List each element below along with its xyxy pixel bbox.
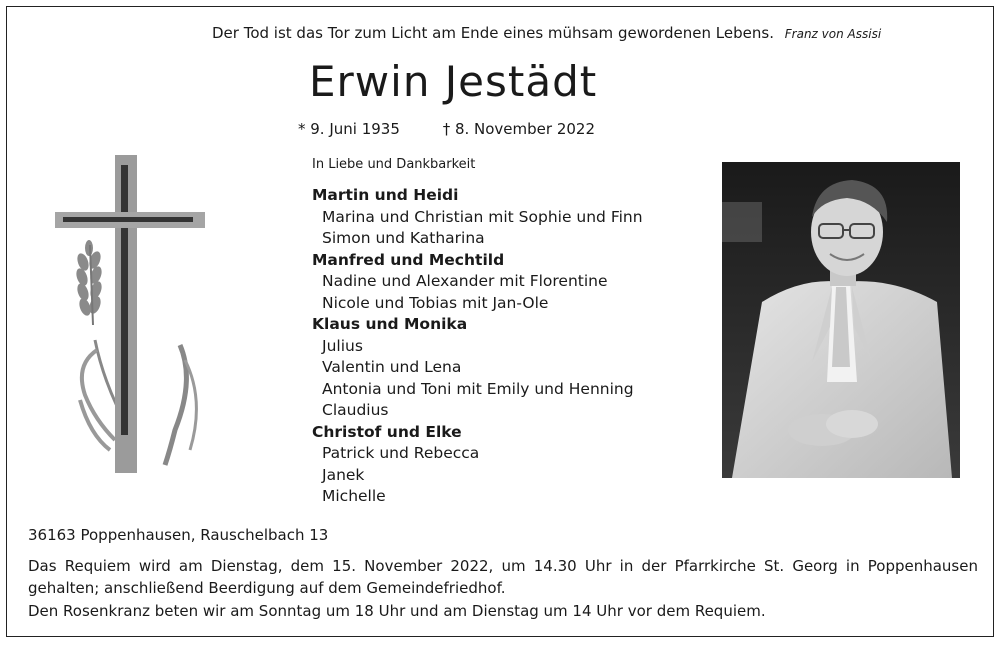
family-head: Christof und Elke bbox=[312, 422, 462, 441]
family-member: Julius bbox=[322, 336, 363, 355]
family-member: Marina und Christian mit Sophie und Finn bbox=[322, 207, 643, 226]
quote-text: Der Tod ist das Tor zum Licht am Ende eines mühsam gewordenen Lebens. bbox=[212, 24, 774, 42]
family-head: Manfred und Mechtild bbox=[312, 250, 505, 269]
rosary-notice: Den Rosenkranz beten wir am Sonntag um 18 Uhr und am Dienstag um 14 Uhr vor dem Requiem. bbox=[28, 602, 766, 620]
mourning-address: 36163 Poppenhausen, Rauschelbach 13 bbox=[28, 526, 329, 544]
portrait-photo bbox=[722, 162, 960, 478]
family-member: Janek bbox=[322, 465, 365, 484]
requiem-notice: Das Requiem wird am Dienstag, dem 15. November 2022, um 14.30 Uhr in der Pfarrkirche St. Georg in Poppenhausen gehalten; anschließend Beerdigung auf dem Gemeindefriedhof. bbox=[28, 557, 978, 597]
family-head: Klaus und Monika bbox=[312, 315, 468, 333]
life-dates bbox=[298, 118, 595, 140]
mourners-intro: In Liebe und Dankbarkeit bbox=[312, 157, 476, 172]
family-member: Nicole und Tobias mit Jan-Ole bbox=[322, 293, 549, 312]
death-date: † 8. November 2022 bbox=[442, 120, 596, 138]
epigraph bbox=[212, 22, 972, 45]
family-member: Antonia und Toni mit Emily und Henning bbox=[322, 379, 634, 398]
deceased-name: Erwin Jestädt bbox=[309, 57, 598, 106]
portrait-icon bbox=[722, 162, 960, 478]
family-member: Patrick und Rebecca bbox=[322, 444, 480, 462]
mourners-list bbox=[312, 155, 712, 508]
family-member: Simon und Katharina bbox=[322, 229, 485, 247]
family-member: Claudius bbox=[322, 401, 389, 419]
family-member: Michelle bbox=[322, 487, 386, 505]
family-head: Martin und Heidi bbox=[312, 186, 459, 204]
birth-date: * 9. Juni 1935 bbox=[298, 120, 400, 138]
cross-wheat-image bbox=[55, 150, 215, 475]
quote-author: Franz von Assisi bbox=[784, 27, 882, 41]
family-member: Valentin und Lena bbox=[322, 358, 462, 376]
family-member: Nadine und Alexander mit Florentine bbox=[322, 272, 608, 290]
cross-icon bbox=[55, 150, 215, 475]
